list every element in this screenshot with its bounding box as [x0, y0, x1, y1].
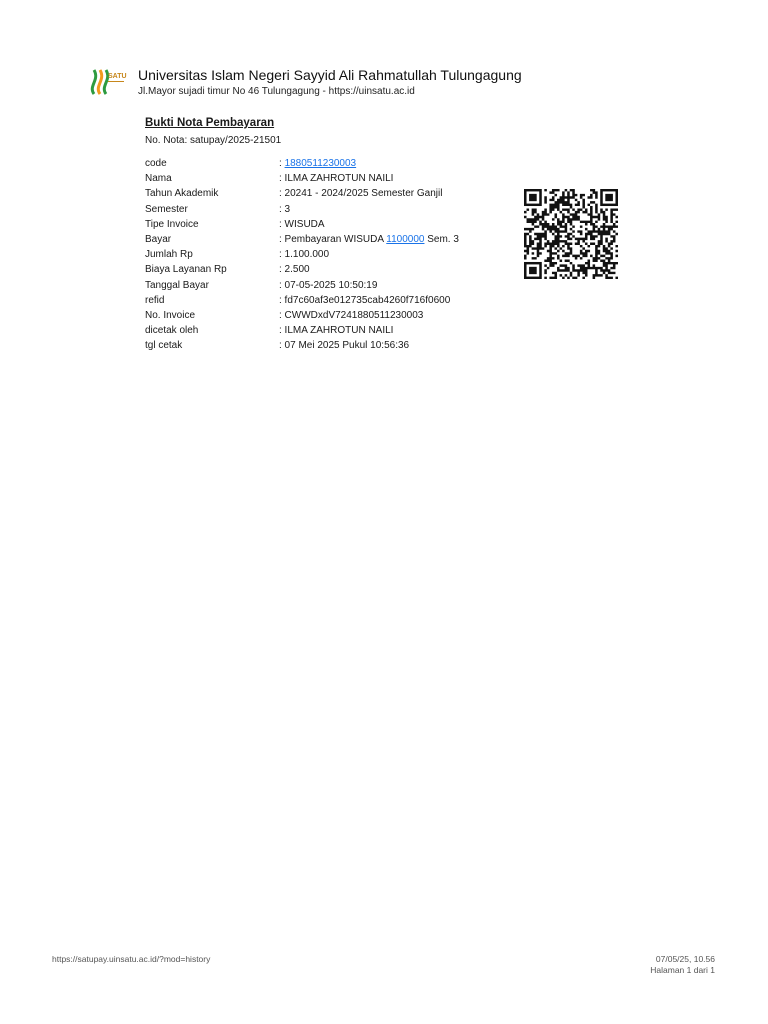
field-row-nama	[145, 171, 459, 186]
field-value: : CWWDxdV7241880511230003	[279, 310, 424, 322]
footer-page-info	[650, 954, 715, 976]
field-value: : 2.500	[279, 264, 310, 276]
field-label: Semester	[145, 203, 188, 215]
code-link[interactable]: 1880511230003	[284, 158, 357, 169]
document-header	[86, 64, 522, 100]
field-label: Jumlah Rp	[145, 249, 193, 261]
field-row-semester	[145, 202, 459, 217]
field-label: Tipe Invoice	[145, 218, 199, 230]
field-row-biaya-layanan	[145, 262, 459, 277]
field-value: : WISUDA	[279, 218, 325, 230]
field-value: : 07 Mei 2025 Pukul 10:56:36	[279, 340, 410, 352]
field-row-dicetak-oleh	[145, 323, 459, 338]
field-row-bayar	[145, 232, 459, 247]
field-label: tgl cetak	[145, 340, 183, 352]
field-value: : 1880511230003	[279, 158, 357, 169]
amount-link[interactable]: 1100000	[386, 234, 425, 246]
field-row-refid	[145, 293, 459, 308]
university-logo	[86, 64, 128, 100]
field-row-no-invoice	[145, 308, 459, 323]
field-label: code	[145, 158, 167, 169]
footer-printed-at: 07/05/25, 10.56	[655, 954, 715, 964]
university-name: Universitas Islam Negeri Sayyid Ali Rahmatullah Tulungagung	[138, 67, 522, 83]
qr-code	[524, 189, 618, 279]
university-address: Jl.Mayor sujadi timur No 46 Tulungagung - https://uinsatu.ac.id	[138, 86, 415, 97]
field-label: refid	[145, 294, 165, 306]
field-label: Tanggal Bayar	[145, 279, 209, 291]
field-row-tanggal-bayar	[145, 278, 459, 293]
document-title: Bukti Nota Pembayaran	[145, 117, 275, 129]
logo-text: SATU	[108, 73, 127, 80]
field-label: Biaya Layanan Rp	[145, 264, 227, 276]
field-value: : 3	[279, 203, 291, 215]
footer-url: https://satupay.uinsatu.ac.id/?mod=history	[52, 954, 211, 964]
field-label: No. Invoice	[145, 310, 196, 322]
field-value: : 07-05-2025 10:50:19	[279, 279, 378, 291]
field-row-tgl-cetak	[145, 338, 459, 353]
field-row-code	[145, 156, 459, 171]
field-value: : Pembayaran WISUDA 1100000 Sem. 3	[279, 234, 459, 246]
field-row-tahun-akademik	[145, 186, 459, 201]
footer-page-number: Halaman 1 dari 1	[650, 965, 715, 975]
field-value: : 1.100.000	[279, 249, 330, 261]
field-row-jumlah	[145, 247, 459, 262]
receipt-details-table	[145, 156, 459, 354]
nota-number: No. Nota: satupay/2025-21501	[145, 135, 282, 146]
field-row-tipe-invoice	[145, 217, 459, 232]
field-label: dicetak oleh	[145, 325, 199, 337]
field-value: : 20241 - 2024/2025 Semester Ganjil	[279, 188, 443, 200]
field-value: : ILMA ZAHROTUN NAILI	[279, 325, 394, 337]
field-label: Tahun Akademik	[145, 188, 219, 200]
field-value: : ILMA ZAHROTUN NAILI	[279, 173, 394, 185]
field-value: : fd7c60af3e012735cab4260f716f0600	[279, 294, 451, 306]
field-label: Nama	[145, 173, 172, 185]
field-label: Bayar	[145, 234, 172, 246]
